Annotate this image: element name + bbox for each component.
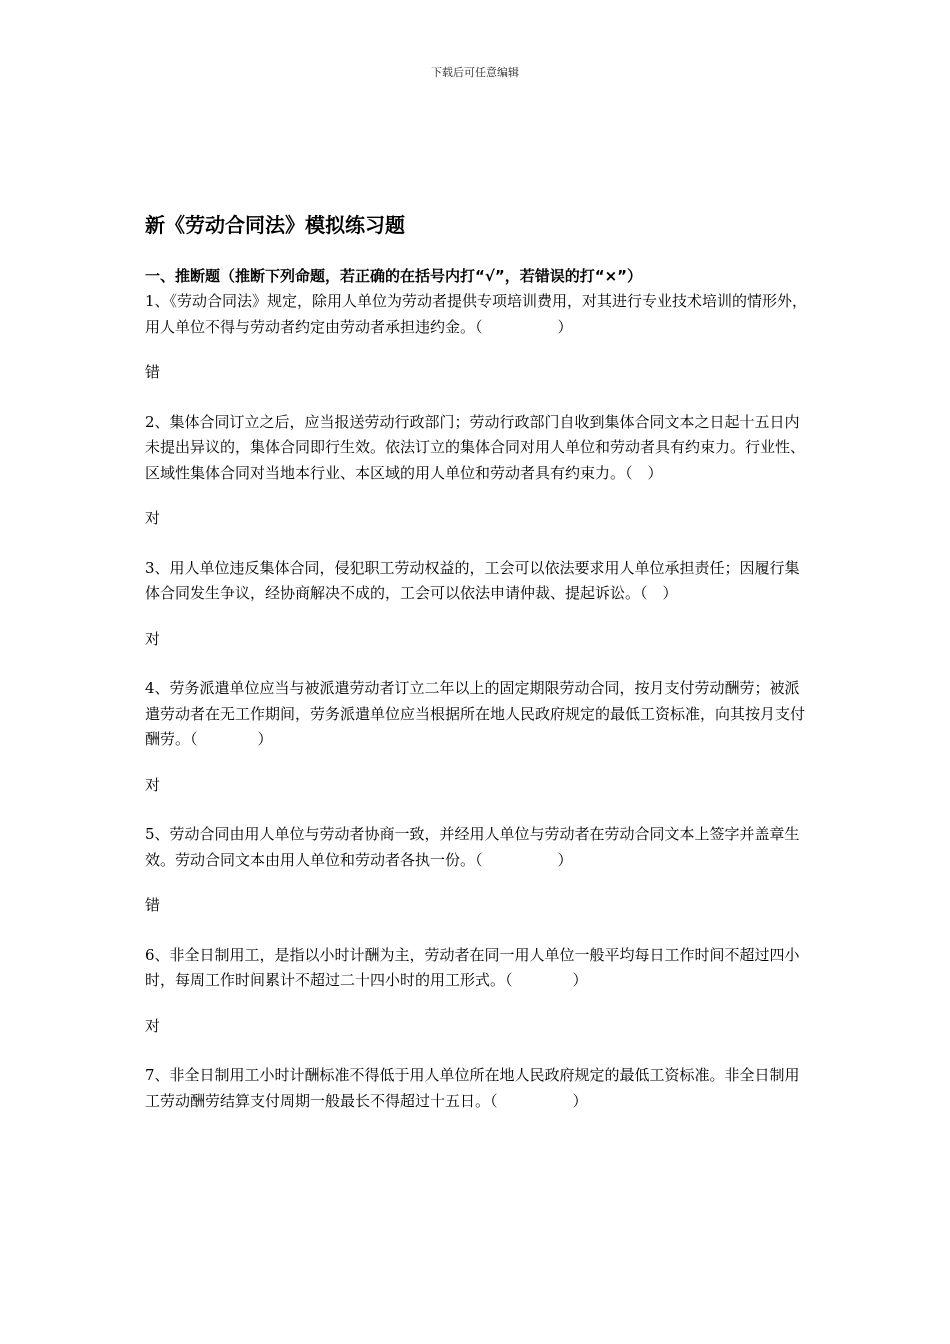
question-item — [145, 822, 810, 919]
question-answer: 对 — [145, 775, 161, 794]
question-answer: 错 — [145, 363, 161, 381]
question-item — [145, 943, 810, 1040]
question-text: 1、《劳动合同法》规定，除用人单位为劳动者提供专项培训费用，对其进行专业技术培训的情形外，用人单位不得与劳动者约定由劳动者承担违约金。（ ） — [145, 292, 808, 336]
question-answer: 对 — [145, 629, 161, 648]
question-text: 7、非全日制用工小时计酬标准不得低于用人单位所在地人民政府规定的最低工资标准。非全日制用工劳动酬劳结算支付周期一般最长不得超过十五日。（ ） — [145, 1066, 800, 1110]
section-heading: 一、推断题（推断下列命题，若正确的在括号内打“√”，若错误的打“×”） — [145, 267, 643, 285]
document-body — [145, 208, 810, 1114]
question-item — [145, 676, 810, 798]
header-note: 下载后可任意编辑 — [431, 66, 519, 79]
question-text: 5、劳动合同由用人单位与劳动者协商一致，并经用人单位与劳动者在劳动合同文本上签字并盖章生效。劳动合同文本由用人单位和劳动者各执一份。（ ） — [145, 825, 800, 869]
question-answer: 错 — [145, 896, 161, 914]
question-text: 4、劳务派遣单位应当与被派遣劳动者订立二年以上的固定期限劳动合同，按月支付劳动酬劳；被派遣劳动者在无工作期间，劳务派遣单位应当根据所在地人民政府规定的最低工资标准，向其按月支付酬劳。（ ） — [145, 679, 806, 748]
question-item — [145, 1063, 810, 1114]
question-text: 2、集体合同订立之后，应当报送劳动行政部门；劳动行政部门自收到集体合同文本之日起十五日内未提出异议的，集体合同即行生效。依法订立的集体合同对用人单位和劳动者具有约束力。行业性、区域性集体合同对当地本行业、本区域的用人单位和劳动者具有约束力。（ ） — [145, 412, 806, 482]
question-item — [145, 410, 810, 532]
document-title: 新《劳动合同法》模拟练习题 — [145, 213, 405, 237]
question-text: 3、用人单位违反集体合同，侵犯职工劳动权益的，工会可以依法要求用人单位承担责任；因履行集体合同发生争议，经协商解决不成的，工会可以依法申请仲裁、提起诉讼。（ ） — [145, 558, 800, 602]
question-item — [145, 289, 810, 386]
question-answer: 对 — [145, 509, 161, 527]
question-answer: 对 — [145, 1016, 161, 1035]
question-item — [145, 556, 810, 653]
question-text: 6、非全日制用工，是指以小时计酬为主，劳动者在同一用人单位一般平均每日工作时间不超过四小时，每周工作时间累计不超过二十四小时的用工形式。（ ） — [145, 945, 800, 989]
